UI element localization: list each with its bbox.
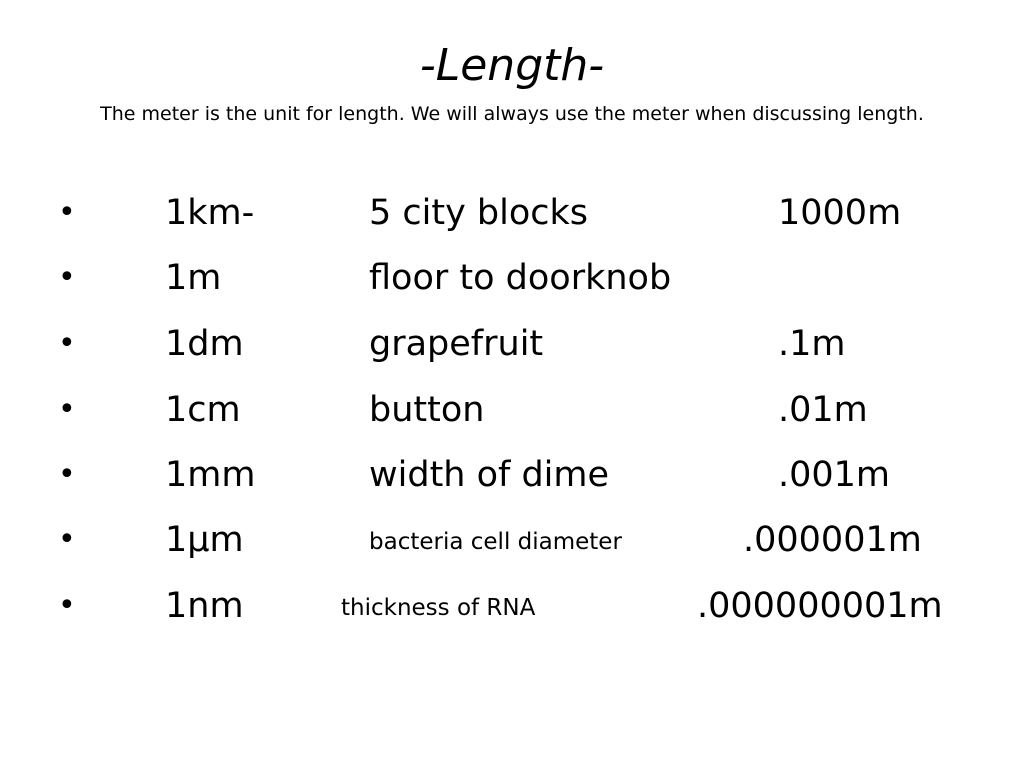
unit-value: 1000m	[778, 193, 902, 233]
unit-description: button	[369, 390, 485, 430]
unit-label: 1m	[165, 258, 222, 298]
bullet-icon: •	[58, 392, 76, 427]
list-item	[0, 187, 1024, 239]
unit-value: .001m	[778, 455, 891, 495]
bullet-icon: •	[58, 522, 76, 557]
unit-label: 1mm	[165, 455, 256, 495]
unit-label: 1cm	[165, 390, 241, 430]
unit-value: .1m	[778, 324, 846, 364]
unit-label: 1km-	[165, 193, 255, 233]
list-item	[0, 318, 1024, 370]
slide-title: -Length-	[419, 40, 605, 91]
bullet-icon: •	[58, 588, 76, 623]
bullet-icon: •	[58, 326, 76, 361]
list-item	[0, 384, 1024, 436]
list-item	[0, 449, 1024, 501]
list-item	[0, 252, 1024, 304]
bullet-icon: •	[58, 195, 76, 230]
unit-label: 1μm	[165, 520, 244, 560]
list-item	[0, 580, 1024, 632]
unit-value: .000000001m	[697, 586, 943, 626]
bullet-icon: •	[58, 260, 76, 295]
unit-description: thickness of RNA	[341, 595, 536, 621]
unit-description: grapefruit	[369, 324, 544, 364]
unit-description: width of dime	[369, 455, 610, 495]
unit-description: 5 city blocks	[369, 193, 589, 233]
unit-label: 1dm	[165, 324, 244, 364]
bullet-icon: •	[58, 457, 76, 492]
unit-value: .000001m	[743, 520, 922, 560]
unit-label: 1nm	[165, 586, 244, 626]
unit-value: .01m	[778, 390, 868, 430]
slide-subtitle: The meter is the unit for length. We will always use the meter when discussing length.	[100, 103, 924, 125]
unit-description: floor to doorknob	[369, 258, 672, 298]
list-item	[0, 514, 1024, 566]
unit-description: bacteria cell diameter	[369, 529, 622, 555]
